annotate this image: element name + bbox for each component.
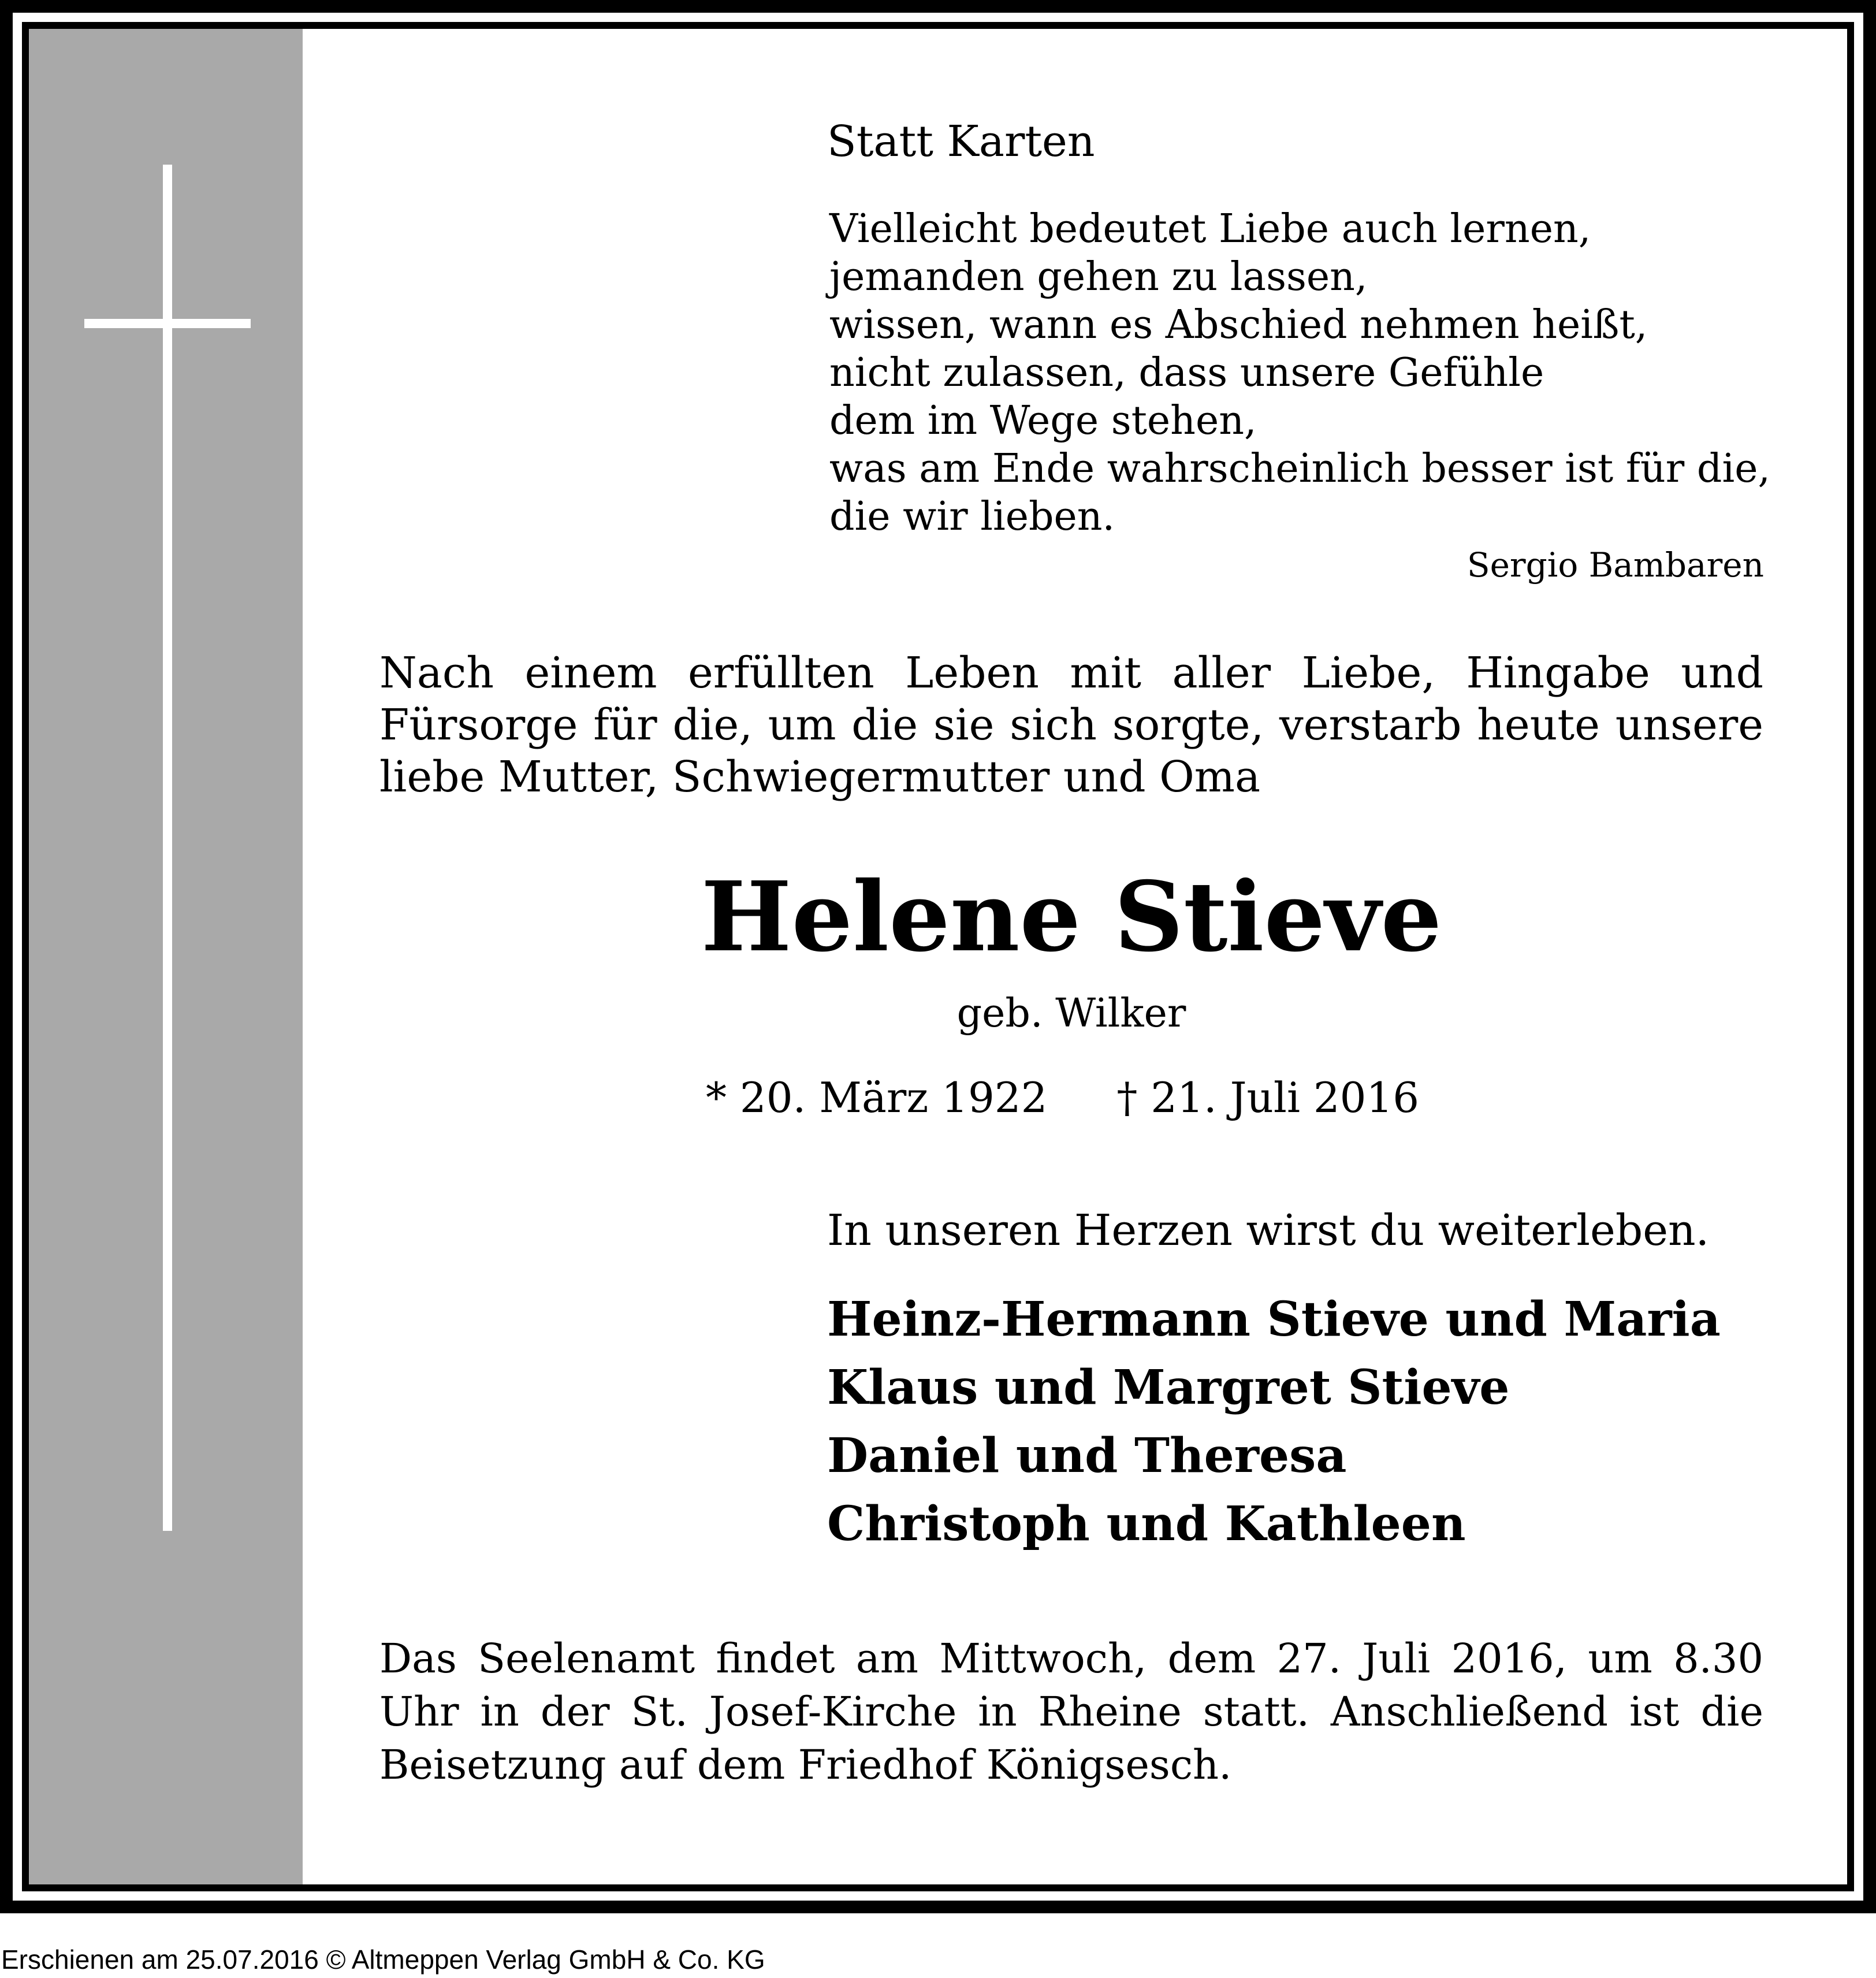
mourner-name: Klaus und Margret Stieve: [827, 1360, 1510, 1415]
poem-line: wissen, wann es Abschied nehmen heißt,: [829, 302, 1648, 348]
mourner-name: Christoph und Kathleen: [827, 1496, 1466, 1552]
poem: [829, 205, 1771, 541]
mourner-name: Heinz-Hermann Stieve und Maria: [827, 1292, 1721, 1347]
date-born: * 20. März 1922: [706, 1073, 1048, 1122]
intro-paragraph: Nach einem erfüllten Leben mit aller Liebe, Hingabe und Fürsorge für die, um die sie sich sorgte, verstarb heute unsere liebe Mutter, Schwiegermutter und Oma: [379, 648, 1763, 802]
cross-icon-horizontal: [84, 319, 251, 328]
birth-name: geb. Wilker: [956, 991, 1186, 1036]
poem-line: die wir lieben.: [829, 494, 1115, 540]
date-died: † 21. Juli 2016: [1116, 1073, 1420, 1122]
poem-line: jemanden gehen zu lassen,: [829, 254, 1368, 300]
poem-line: dem im Wege stehen,: [829, 398, 1257, 444]
life-dates: [706, 1069, 1419, 1126]
mourners-list: [827, 1285, 1721, 1558]
cross-icon-vertical: [163, 165, 172, 1531]
poem-line: Vielleicht bedeutet Liebe auch lernen,: [829, 206, 1591, 252]
poem-line: nicht zulassen, dass unsere Gefühle: [829, 350, 1544, 396]
mourner-name: Daniel und Theresa: [827, 1428, 1347, 1484]
poem-line: was am Ende wahrscheinlich besser ist für die,: [829, 446, 1771, 492]
service-info: Das Seelenamt findet am Mittwoch, dem 27. Juli 2016, um 8.30 Uhr in der St. Josef-Kirche in Rheine statt. Anschließend ist die Beisetzung auf dem Friedhof Königsesch.: [379, 1635, 1763, 1789]
farewell-line: In unseren Herzen wirst du weiterleben.: [827, 1206, 1710, 1255]
publication-credit: Erschienen am 25.07.2016 © Altmeppen Verlag GmbH & Co. KG: [1, 1944, 765, 1975]
poem-author: Sergio Bambaren: [1466, 545, 1764, 585]
deceased-name: Helene Stieve: [701, 861, 1442, 973]
heading-statt-karten: Statt Karten: [827, 117, 1095, 166]
